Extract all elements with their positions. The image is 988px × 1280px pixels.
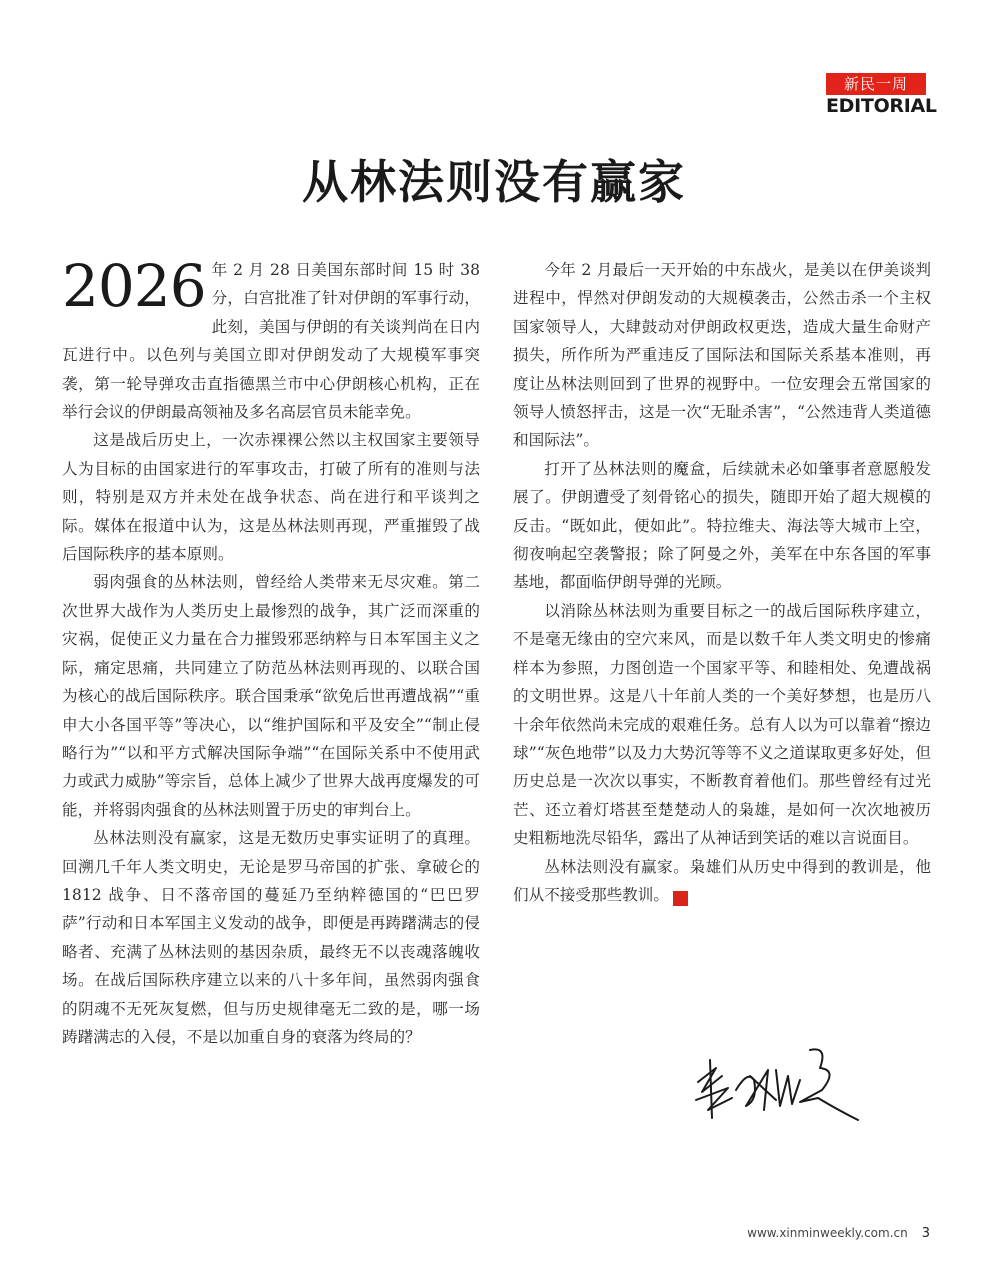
- paragraph: 今年 2 月最后一天开始的中东战火，是美以在伊美谈判进程中，悍然对伊朗发动的大规模袭击，公然击杀一个主权国家领导人，大肆鼓动对伊朗政权更迭，造成大量生命财产损失，所作所为严重违反了国际法和国际关系基本准则，再度让丛林法则回到了世界的视野中。一位安理会五常国家的领导人愤怒抨击，这是一次“无耻杀害”，“公然违背人类道德和国际法”。: [513, 261, 931, 450]
- section-label: EDITORIAL: [826, 95, 937, 117]
- paragraph: 丛林法则没有赢家，这是无数历史事实证明了的真理。回溯几千年人类文明史，无论是罗马帝国的扩张、拿破仑的 1812 战争、日不落帝国的蔓延乃至纳粹德国的“巴巴罗萨”行动和日本军国主义发动的战争，即便是再踌躇满志的侵略者、充满了丛林法则的基因杂质，最终无不以丧魂落魄收场。在战后国际秩序建立以来的八十多年间，虽然弱肉强食的阴魂不无死灰复燃，但与历史规律毫无二致的是，哪一场踌躇满志的入侵，不是以加重自身的衰落为终局的？: [62, 829, 480, 1046]
- paragraph-text: 年 2 月 28 日美国东部时间 15 时 38 分，白宫批准了针对伊朗的军事行动，此刻，美国与伊朗的有关谈判尚在日内瓦进行中。以色列与美国立即对伊朗发动了大规模军事突袭，第一轮导弹攻击直指德黑兰市中心伊朗核心机构，正在举行会议的伊朗最高领袖及多名高层官员未能幸免。: [62, 261, 480, 422]
- publication-name: 新民一周: [826, 73, 926, 95]
- article-title: 从林法则没有赢家: [302, 155, 686, 209]
- paragraph: [62, 252, 480, 426]
- website-url: www.xinminweekly.com.cn: [747, 1226, 908, 1240]
- end-mark-icon: 民: [673, 891, 688, 906]
- article-column-right: [513, 256, 931, 909]
- paragraph: [513, 853, 931, 910]
- publication-logo: [826, 73, 937, 117]
- paragraph: 以消除丛林法则为重要目标之一的战后国际秩序建立，不是毫无缘由的空穴来风，而是以数千年人类文明史的惨痛样本为参照，力图创造一个国家平等、和睦相处、免遭战祸的文明世界。这是八十年前人类的一个美好梦想，也是历八十余年依然尚未完成的艰难任务。总有人以为可以靠着“擦边球”“灰色地带”以及力大势沉等等不义之道谋取更多好处，但历史总是一次次以事实，不断教育着他们。那些曾经有过光芒、还立着灯塔甚至楚楚动人的枭雄，是如何一次次地被历史粗粝地洗尽铅华，露出了从神话到笑话的难以言说面目。: [513, 601, 931, 848]
- paragraph: 弱肉强食的丛林法则，曾经给人类带来无尽灾难。第二次世界大战作为人类历史上最惨烈的战争，其广泛而深重的灾祸，促使正义力量在合力摧毁邪恶纳粹与日本军国主义之际，痛定思痛，共同建立了防范丛林法则再现的、以联合国为核心的战后国际秩序。联合国秉承“欲免后世再遭战祸”“重申大小各国平等”等决心，以“维护国际和平及安全”“制止侵略行为”“以和平方式解决国际争端”“在国际关系中不使用武力或武力威胁”等宗旨，总体上减少了世界大战再度爆发的可能，并将弱肉强食的丛林法则置于历史的审判台上。: [62, 573, 480, 819]
- paragraph: 打开了丛林法则的魔盒，后续就未必如肇事者意愿般发展了。伊朗遭受了刻骨铭心的损失，随即开始了超大规模的反击。“既如此，便如此”。特拉维夫、海法等大城市上空，彻夜响起空袭警报；除了阿曼之外，美军在中东各国的军事基地，都面临伊朗导弹的光顾。: [513, 459, 931, 592]
- article-column-left: [62, 252, 480, 1051]
- dropcap-year: 2026: [62, 252, 206, 320]
- paragraph-text: 丛林法则没有赢家。枭雄们从历史中得到的教训是，他们从不接受那些教训。: [513, 857, 931, 904]
- author-signature: [688, 1040, 873, 1125]
- paragraph: 这是战后历史上，一次赤裸裸公然以主权国家主要领导人为目标的由国家进行的军事攻击，打破了所有的准则与法则，特别是双方并未处在战争状态、尚在进行和平谈判之际。媒体在报道中认为，这是丛林法则再现，严重摧毁了战后国际秩序的基本原则。: [62, 431, 480, 564]
- page-number: 3: [921, 1226, 930, 1241]
- page-footer: [747, 1226, 930, 1241]
